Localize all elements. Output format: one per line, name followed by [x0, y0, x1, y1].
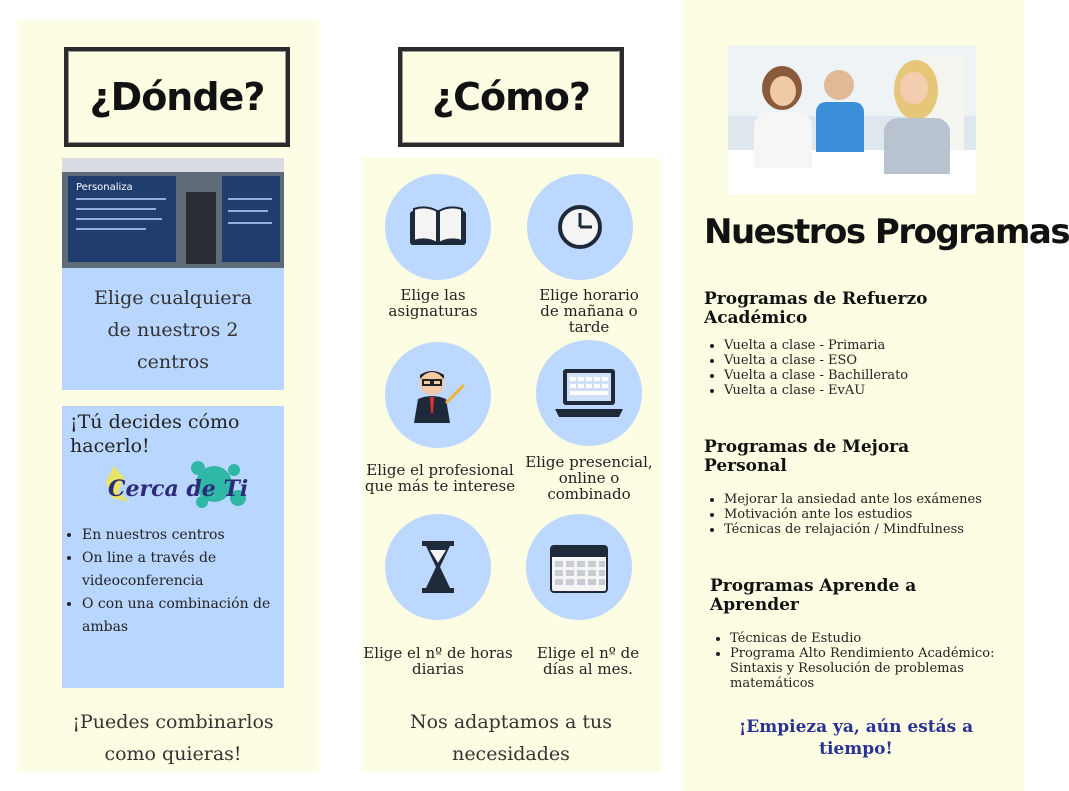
cerca-de-ti-logo-text: Cerca de Ti	[108, 476, 249, 502]
book-icon	[406, 203, 470, 251]
list-item: • O con una combinación de ambas	[82, 593, 292, 639]
section-learn	[710, 577, 1006, 691]
cerca-de-ti-logo	[102, 458, 252, 516]
centers-text-line2: de nuestros 2	[107, 319, 239, 341]
list-item: • Vuelta a clase - EvAU	[724, 383, 1004, 398]
where-footer-line2: como quieras!	[104, 743, 242, 765]
teacher-circle	[385, 342, 491, 448]
calendar-icon	[549, 540, 609, 594]
programs-title: Nuestros Programas	[704, 212, 1069, 252]
decide-line1: ¡Tú decides cómo	[70, 411, 240, 433]
hourglass-circle	[385, 514, 491, 620]
decide-box	[62, 406, 284, 688]
clock-icon	[556, 203, 604, 251]
book-circle	[385, 174, 491, 280]
how-title: ¿Cómo?	[398, 47, 624, 147]
section-heading: Programas de Mejora Personal	[704, 437, 910, 476]
programs-panel	[682, 0, 1069, 791]
photo-sign-brand: Personaliza	[76, 182, 133, 193]
caption-subjects: Elige las asignaturas	[388, 286, 478, 320]
list-item: • Mejorar la ansiedad ante los exámenes	[724, 492, 1020, 507]
options-list	[62, 524, 292, 639]
center-photo	[62, 158, 284, 268]
calendar-circle	[526, 514, 632, 620]
where-title: ¿Dónde?	[64, 47, 290, 147]
centers-text-line1: Elige cualquiera	[94, 287, 252, 309]
caption-modality: Elige presencial, online o combinado	[525, 453, 653, 503]
section-personal	[704, 438, 1020, 537]
section-heading: Programas de Refuerzo Académico	[704, 289, 928, 328]
caption-professional: Elige el profesional que más te interese	[364, 461, 516, 495]
laptop-circle	[536, 340, 642, 446]
list-item: • Vuelta a clase - Primaria	[724, 338, 1004, 353]
list-item: • Técnicas de Estudio	[730, 631, 1006, 646]
clock-circle	[527, 174, 633, 280]
how-footer-line1: Nos adaptamos a tus	[409, 711, 613, 733]
where-footer	[32, 706, 314, 770]
list-item: • Motivación ante los estudios	[724, 507, 1020, 522]
centers-box	[62, 268, 284, 390]
hourglass-icon	[418, 539, 458, 595]
list-item: • Programa Alto Rendimiento Académico: Sintaxis y Resolución de problemas matemáticos	[730, 646, 1006, 691]
list-item: • Técnicas de relajación / Mindfulness	[724, 522, 1020, 537]
section-reinforcement	[704, 290, 1004, 398]
where-footer-line1: ¡Puedes combinarlos	[72, 711, 274, 733]
list-item: • On line a través de videoconferencia	[82, 547, 292, 593]
list-item: • Vuelta a clase - Bachillerato	[724, 368, 1004, 383]
list-item: • Vuelta a clase - ESO	[724, 353, 1004, 368]
centers-text-line3: centros	[136, 351, 210, 373]
section-heading: Programas Aprende a Aprender	[710, 576, 917, 615]
caption-days: Elige el nº de días al mes.	[536, 644, 640, 678]
decide-line2: hacerlo!	[70, 435, 150, 457]
cta-text: ¡Empieza ya, aún estás a tiempo!	[738, 717, 974, 759]
laptop-icon	[553, 365, 625, 421]
list-item: • En nuestros centros	[82, 524, 292, 547]
students-photo	[728, 46, 976, 194]
teacher-icon	[406, 363, 470, 427]
how-footer	[372, 706, 650, 770]
how-footer-line2: necesidades	[452, 743, 570, 765]
caption-schedule: Elige horario de mañana o tarde	[539, 286, 639, 336]
caption-hours: Elige el nº de horas diarias	[363, 644, 513, 678]
